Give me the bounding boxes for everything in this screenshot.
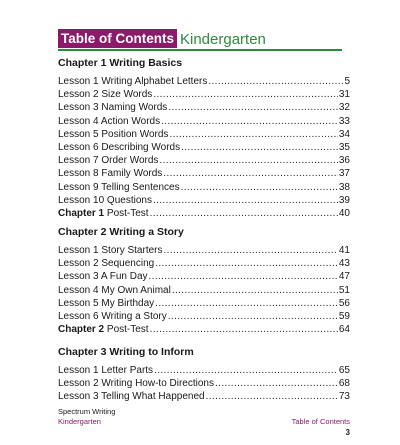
toc-entry[interactable] [58,284,350,297]
title-row [58,28,342,48]
entry-page: 35 [338,142,350,154]
dot-leader [154,364,338,377]
entry-label: Lesson 3 Telling What Happened [58,391,205,403]
entry-page: 34 [338,128,350,140]
entry-label: Lesson 6 Writing a Story [58,311,167,323]
chapter-2-section [58,225,350,336]
entry-page: 65 [338,365,350,376]
footer-section: Table of Contents [291,417,350,426]
entry-page: 5 [344,76,350,87]
entry-page: 43 [338,258,350,270]
dot-leader [215,377,338,390]
dot-leader [181,141,338,154]
entry-label: Lesson 8 Family Words [58,168,163,180]
entry-label: Lesson 5 My Birthday [58,297,155,309]
dot-leader [164,244,338,257]
dot-leader [161,115,338,128]
toc-entry[interactable] [58,194,350,207]
posttest-chapter-label: Chapter 2 [58,324,105,336]
entry-page: 68 [338,378,350,390]
dot-leader [159,154,337,167]
dot-leader [153,194,338,207]
dot-leader [153,88,338,101]
chapter-heading: Chapter 3 Writing to Inform [58,346,194,358]
footer-grade: Kindergarten [58,417,101,426]
dot-leader [172,284,338,297]
toc-entry[interactable] [58,364,350,377]
toc-entry[interactable] [58,377,350,390]
entry-label: Lesson 1 Letter Parts [58,365,154,376]
toc-entry[interactable] [58,244,350,257]
entry-page: 47 [338,271,350,283]
entry-page: 36 [338,155,350,167]
entry-label: Lesson 3 Naming Words [58,102,168,114]
entry-label: Lesson 4 My Own Animal [58,284,171,296]
toc-entry-posttest[interactable] [58,207,350,220]
page-subtitle: Kindergarten [180,31,266,48]
entry-label [58,207,149,220]
toc-entry[interactable] [58,181,350,194]
dot-leader [150,207,338,220]
toc-entry[interactable] [58,297,350,310]
chapter-3-section [58,345,350,404]
page-title: Table of Contents [58,29,177,48]
toc-entry[interactable] [58,154,350,167]
entry-label: Lesson 2 Size Words [58,89,153,101]
entry-label: Lesson 9 Telling Sentences [58,181,180,193]
toc-entry[interactable] [58,128,350,141]
toc-entry[interactable] [58,115,350,128]
entry-label: Lesson 1 Story Starters [58,245,163,256]
toc-entry[interactable] [58,167,350,180]
entry-page: 73 [338,391,350,403]
toc-entry[interactable] [58,141,350,154]
entry-page: 39 [338,194,350,206]
dot-leader [206,390,338,403]
dot-leader [155,257,338,270]
entry-page: 51 [338,284,350,296]
dot-leader [169,128,337,141]
toc-entry[interactable] [58,88,350,101]
posttest-suffix: Post-Test [104,208,149,220]
entry-label: Lesson 5 Position Words [58,128,169,140]
footer-left [58,407,115,427]
dot-leader [155,297,338,310]
entry-page: 31 [338,89,350,101]
entry-label: Lesson 4 Action Words [58,115,161,127]
posttest-chapter-label: Chapter 1 [58,208,105,220]
entry-label: Lesson 7 Order Words [58,155,159,167]
entry-page: 33 [338,115,350,127]
dot-leader [168,310,338,323]
dot-leader [168,101,338,114]
entry-page: 56 [338,297,350,309]
entry-page: 38 [338,181,350,193]
entry-label: Lesson 6 Describing Words [58,142,181,154]
posttest-suffix: Post-Test [104,324,149,336]
entry-label: Lesson 2 Sequencing [58,258,155,270]
dot-leader [149,270,338,283]
page-header [58,28,342,51]
toc-entry[interactable] [58,310,350,323]
chapter-heading: Chapter 1 Writing Basics [58,57,183,69]
toc-entry-posttest[interactable] [58,323,350,336]
entry-page: 40 [338,208,350,220]
dot-leader [163,167,338,180]
toc-entry[interactable] [58,390,350,403]
footer-publisher: Spectrum Writing [58,407,116,416]
dot-leader [208,75,343,88]
dot-leader [150,323,338,336]
header-rule [58,49,342,51]
toc-entry[interactable] [58,101,350,114]
chapter-1-section [58,56,350,220]
entry-page: 64 [338,324,350,336]
entry-page: 59 [338,311,350,323]
entry-label [58,323,149,336]
toc-entry[interactable] [58,270,350,283]
entry-label: Lesson 2 Writing How-to Directions [58,378,214,390]
entry-page: 32 [338,102,350,114]
toc-entry[interactable] [58,75,350,88]
toc-entry[interactable] [58,257,350,270]
entry-page: 37 [338,168,350,180]
entry-label: Lesson 1 Writing Alphabet Letters [58,76,208,87]
dot-leader [181,181,338,194]
entry-label: Lesson 3 A Fun Day [58,271,148,283]
entry-label: Lesson 10 Questions [58,194,152,206]
chapter-heading: Chapter 2 Writing a Story [58,226,184,238]
page-number: 3 [345,428,350,437]
entry-page: 41 [338,245,350,256]
